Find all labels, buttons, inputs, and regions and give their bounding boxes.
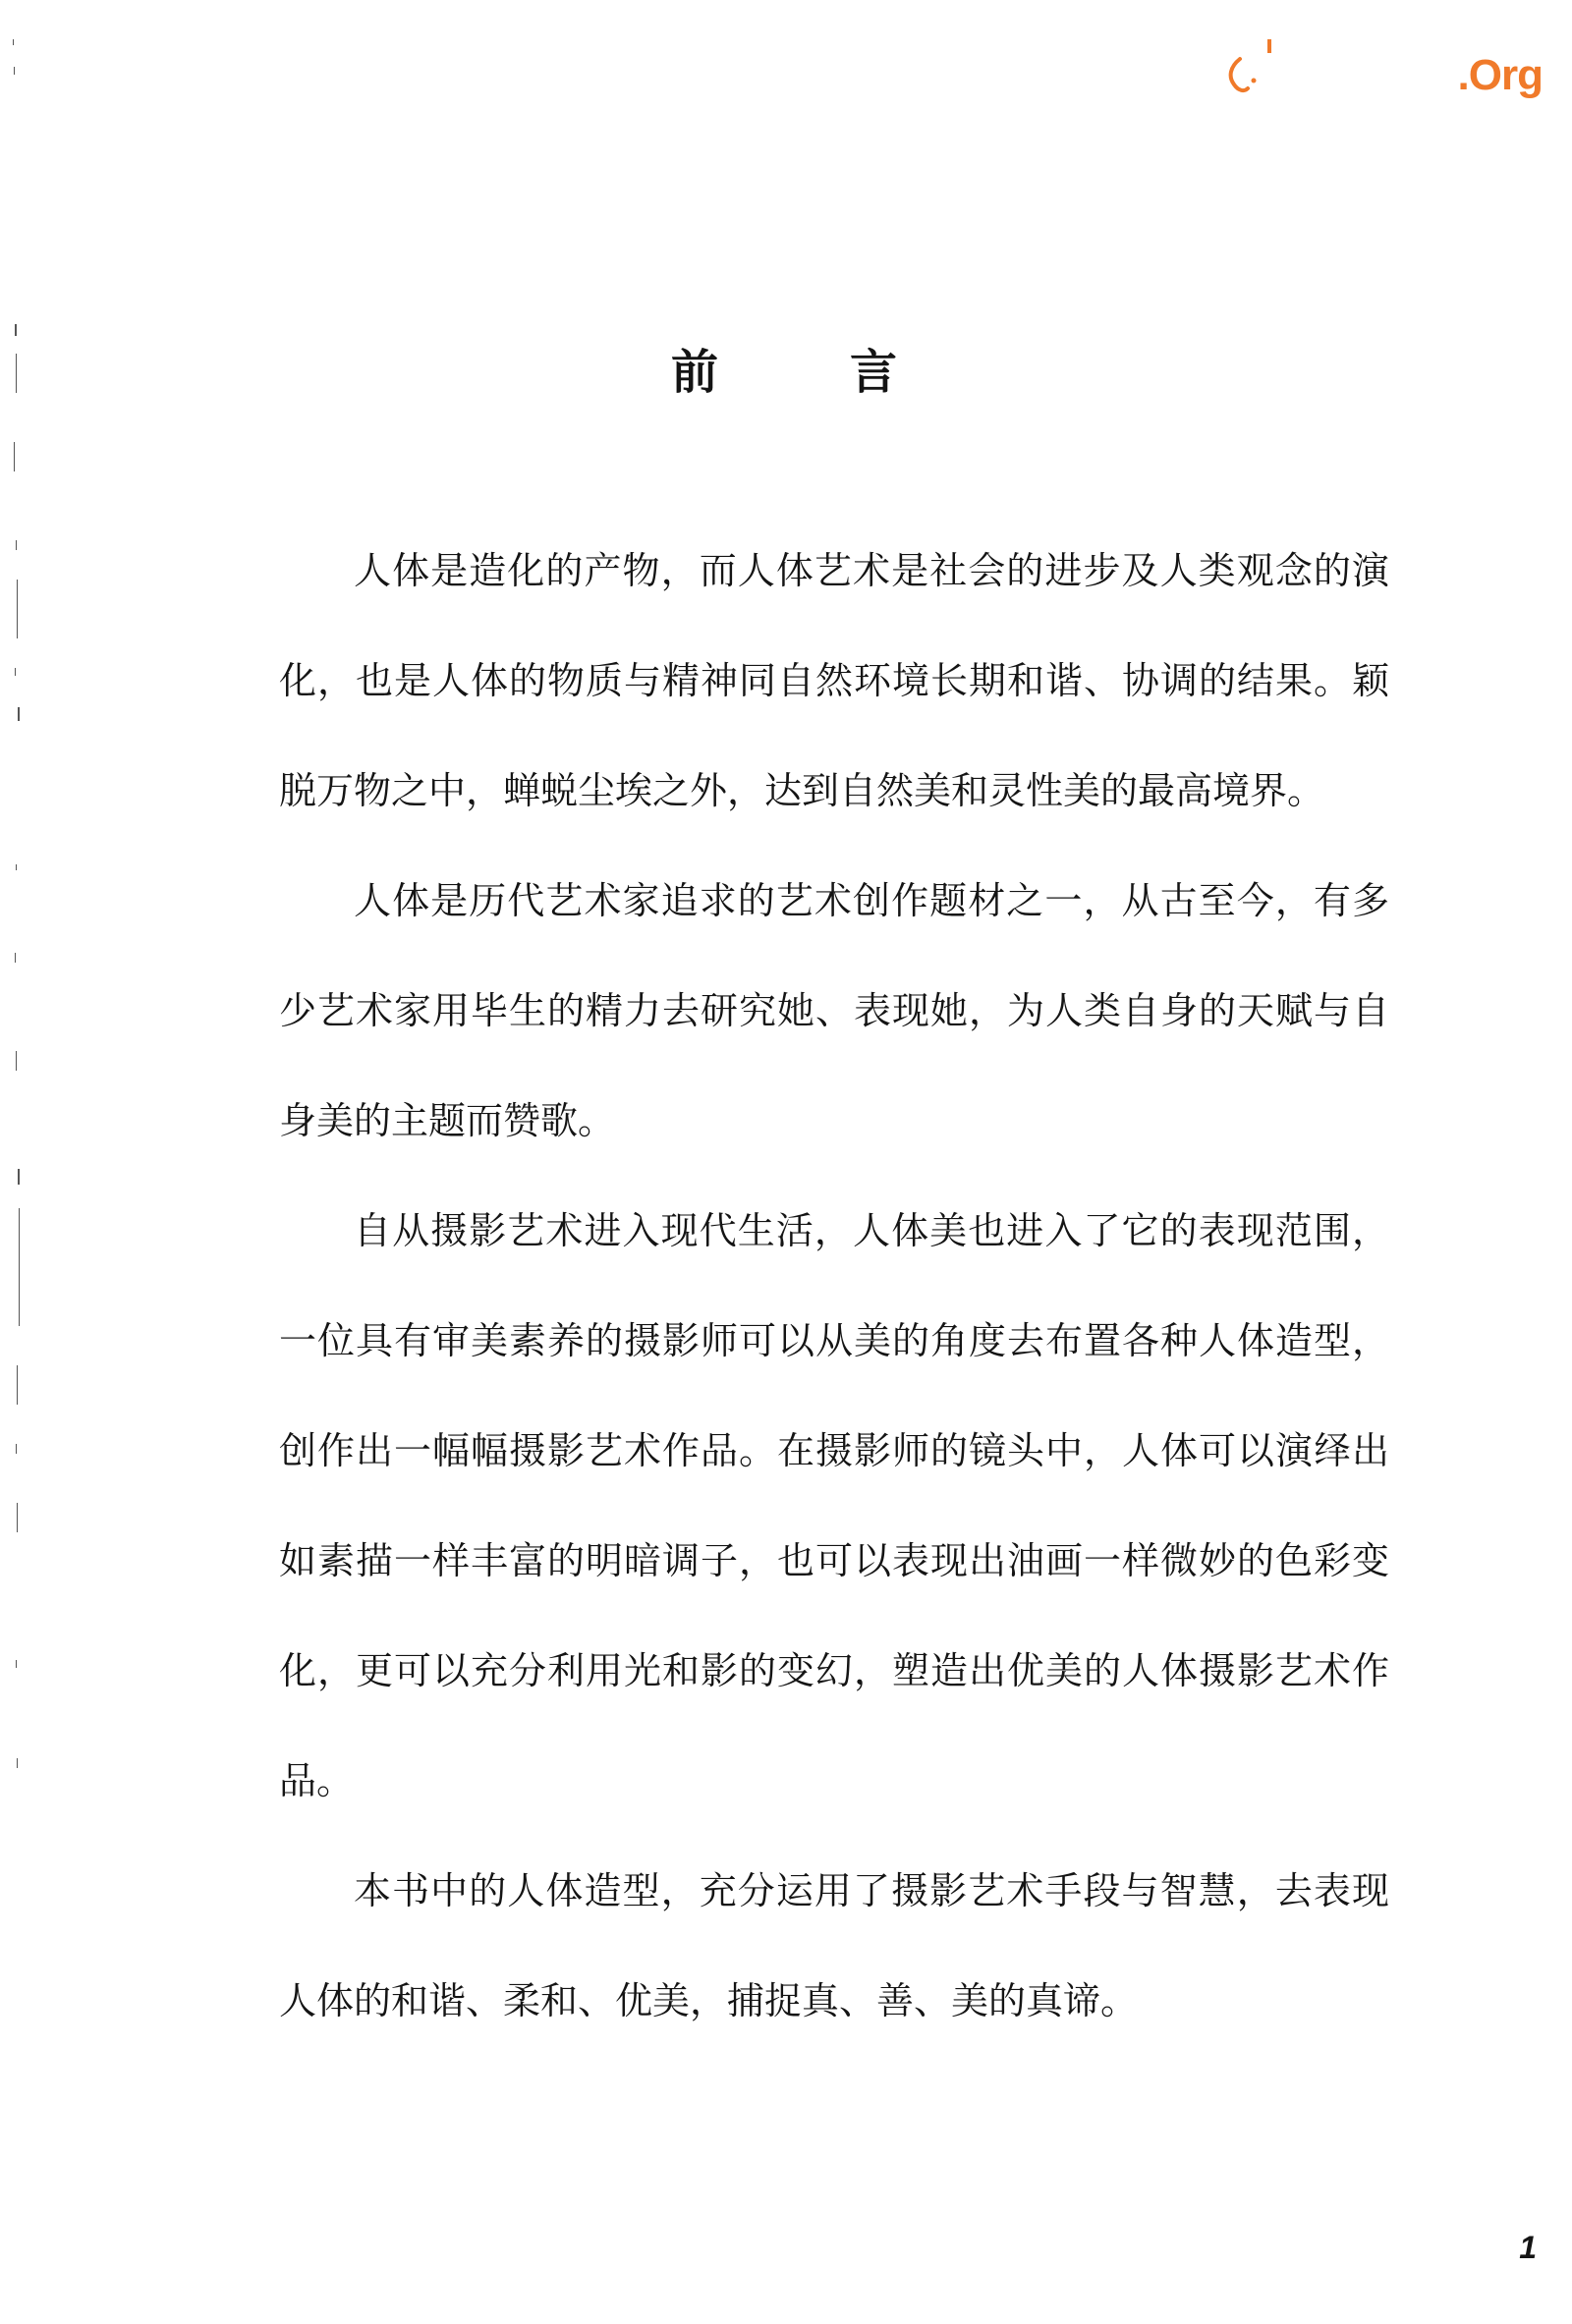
watermark-squiggle-icon [1218,37,1277,106]
paragraph: 人体是历代艺术家追求的艺术创作题材之一，从古至今，有多少艺术家用毕生的精力去研究她、表现她，为人类自身的天赋与自身美的主题而赞歌。 [279,879,1389,1142]
page-number: 1 [1519,2230,1537,2265]
title-char-right: 言 [850,345,902,400]
paragraph: 自从摄影艺术进入现代生活，人体美也进入了它的表现范围，一位具有审美素养的摄影师可以从美的角度去布置各种人体造型，创作出一幅幅摄影艺术作品。在摄影师的镜头中，人体可以演绎出如素描一样丰富的明暗调子，也可以表现出油画一样微妙的色彩变化，更可以充分利用光和影的变幻，塑造出优美的人体摄影艺术作品。 [279,1209,1389,1802]
title-char-left: 前 [670,345,722,400]
preface-body [279,516,1389,2056]
paragraph: 人体是造化的产物，而人体艺术是社会的进步及人类观念的演化，也是人体的物质与精神同自然环境长期和谐、协调的结果。颖脱万物之中，蝉蜕尘埃之外，达到自然美和灵性美的最高境界。 [279,549,1389,812]
page-title [0,334,1572,402]
watermark-text: .Org [1457,51,1543,99]
watermark [1218,37,1543,116]
scan-edge-marks [10,29,24,1798]
paragraph: 本书中的人体造型，充分运用了摄影艺术手段与智慧，去表现人体的和谐、柔和、优美，捕捉真、善、美的真谛。 [279,1869,1389,2022]
